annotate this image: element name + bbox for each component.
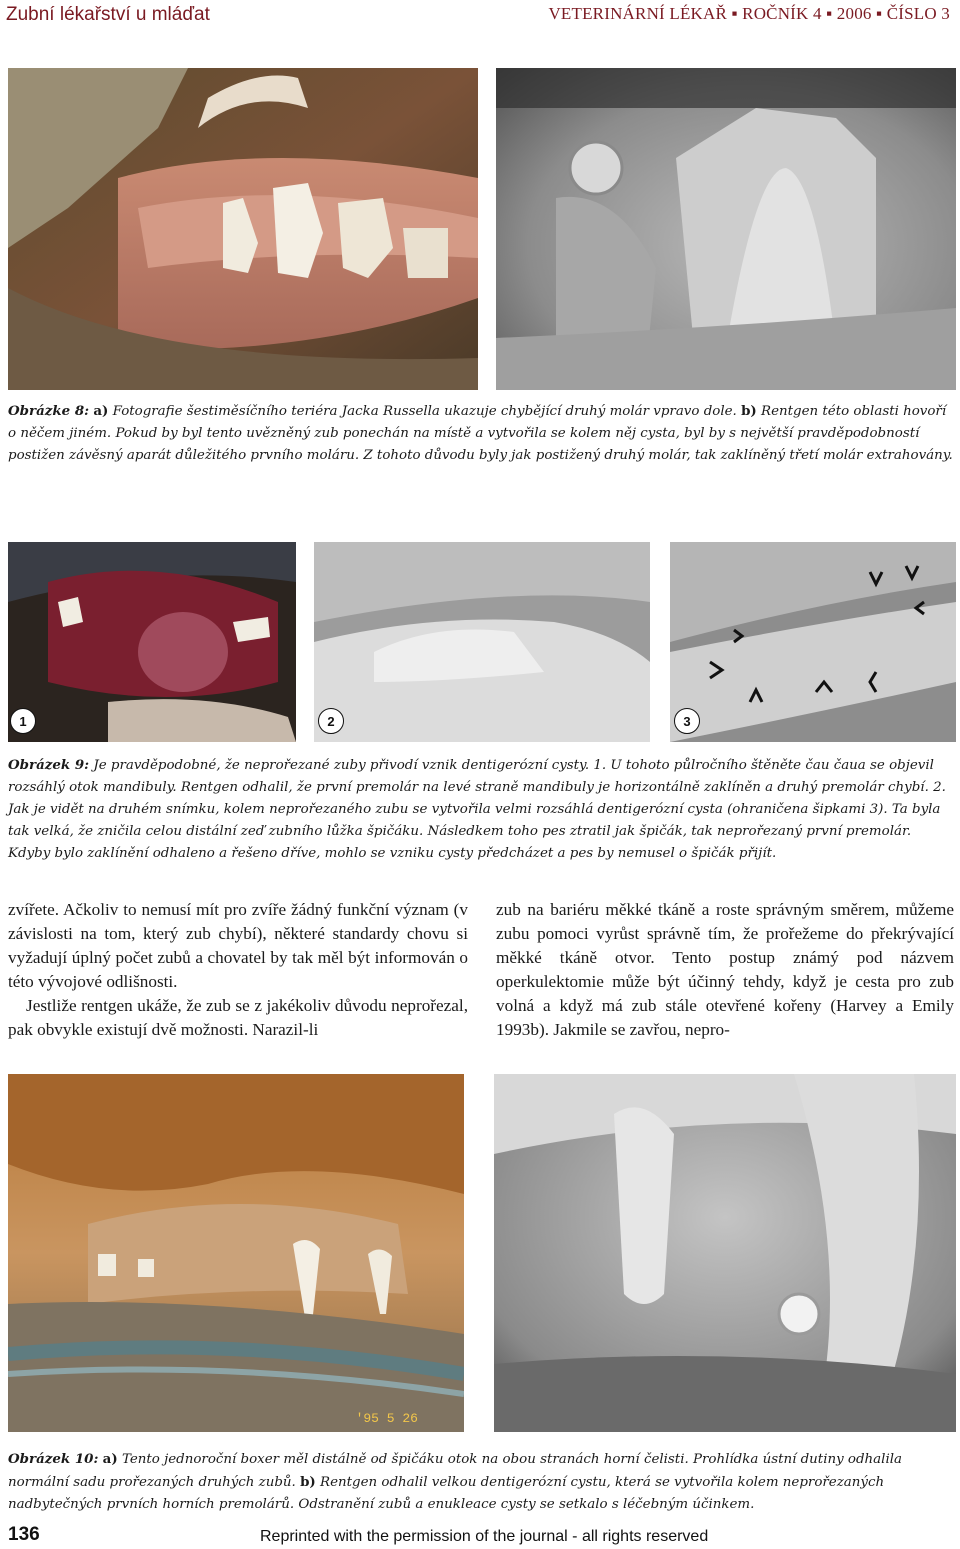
figure-9-photo-1 xyxy=(8,542,296,742)
figure-8b-xray xyxy=(496,68,956,390)
figure-10a-photo xyxy=(8,1074,464,1432)
figure-8-text-a: Fotografie šestiměsíčního teriéra Jacka Russella ukazuje chybějící druhý molár vpravo dole. xyxy=(112,404,737,419)
figure-8a-photo xyxy=(8,68,478,390)
col2-paragraph-1: zub na bariéru měkké tkáně a roste správným směrem, můžeme zubu pomoci vyrůst správně tím, že prořežeme do překrývající měkké tkáně otvor. Tento postup známý pod názvem operkulektomie může být účinný tehdy, když je cesta pro zub volná a když má zub stále otevřené kořeny (Harvey a Emily 1993b). Jakmile se zavřou, nepro- xyxy=(496,900,954,1039)
page-header xyxy=(0,0,960,30)
col1-paragraph-1: zvířete. Ačkoliv to nemusí mít pro zvíře žádný funkční význam (v závislosti na tom, který zub chybí), některé standardy chovu si vyžadují úplný počet zubů a chovatel by tak měl být informován o této vývojové odlišnosti. xyxy=(8,900,468,991)
figure-9-text: Je pravděpodobné, že neprořezané zuby přivodí vznik dentigerózní cysty. 1. U tohoto půlročního štěněte čau čaua se objevil rozsáhlý otok mandibuly. Rentgen odhalil, že první premolár na levé straně mandibuly je horizontálně zaklíněn a druhý premolár chybí. 2. Jak je vidět na druhém snímku, kolem neprořezaného zubu se vytvořila velmi rozsáhlá dentigerózní cysta (ohraničena šipkami 3). Ta byla tak velká, že zničila celou distální zeď zubního lůžka špičáku. Následkem toho pes ztratil jak špičák, tak neprořezaný první premolár. Kdyby bylo zaklínění odhaleno a řešeno dříve, mohlo se vzniku cysty předcházet a pes by nemusel o špičák přijít. xyxy=(8,758,946,861)
figure-10-text-a: Tento jednoroční boxer měl distálně od špičáku otok na obou stranách horní čelisti. Prohlídka ústní dutiny odhalila normální sadu prořezaných druhých zubů. xyxy=(8,1452,902,1490)
figure-9-xray-3 xyxy=(670,542,956,742)
journal-info: VETERINÁRNÍ LÉKAŘ ▪ ROČNÍK 4 ▪ 2006 ▪ ČÍSLO 3 xyxy=(548,4,950,23)
figure-10b-xray xyxy=(494,1074,956,1432)
page-number: 136 xyxy=(8,1524,40,1545)
body-column-1 xyxy=(8,898,468,1042)
figure-9-badge-2: 2 xyxy=(318,708,344,734)
figure-8-caption xyxy=(8,400,954,467)
figure-10-label: Obrázek 10: xyxy=(8,1451,99,1467)
figure-9-badge-1: 1 xyxy=(10,708,36,734)
figure-8-part-a: a) xyxy=(93,403,109,419)
figure-10-part-a: a) xyxy=(102,1451,118,1467)
figure-9-caption xyxy=(8,754,954,865)
reprint-notice: Reprinted with the permission of the journal - all rights reserved xyxy=(260,1528,709,1545)
body-column-2 xyxy=(496,898,954,1042)
figure-9-badge-3: 3 xyxy=(674,708,700,734)
col1-paragraph-2: Jestliže rentgen ukáže, že zub se z jakékoliv důvodu neprořezal, pak obvykle existují dvě možnosti. Narazil-li xyxy=(8,996,468,1039)
figure-8-label: Obrázke 8: xyxy=(8,403,90,419)
figure-9-xray-2 xyxy=(314,542,650,742)
figure-10a-date-stamp: '95 5 26 xyxy=(355,1411,418,1426)
section-title: Zubní lékařství u mláďat xyxy=(6,4,210,25)
figure-8-part-b: b) xyxy=(741,403,757,419)
figure-8-text-b: Rentgen této oblasti hovoří o něčem jiném. Pokud by byl tento uvězněný zub ponechán na místě a vytvořila se kolem něj cysta, byl by s největší pravděpodobností postižen závěsný aparát důležitého prvního moláru. Z tohoto důvodu byly jak postižený druhý molár, tak zaklíněný třetí molár extrahovány. xyxy=(8,404,953,463)
figure-10-text-b: Rentgen odhalil velkou dentigerózní cystu, která se vytvořila kolem neprořezaných nadbytečných prvních horních premolárů. Odstranění zubů a enukleace cysty se setkalo s léčebným účinkem. xyxy=(8,1475,885,1512)
figure-9-label: Obrázek 9: xyxy=(8,757,90,773)
figure-10-part-b: b) xyxy=(300,1474,316,1490)
figure-10-caption xyxy=(8,1448,954,1516)
